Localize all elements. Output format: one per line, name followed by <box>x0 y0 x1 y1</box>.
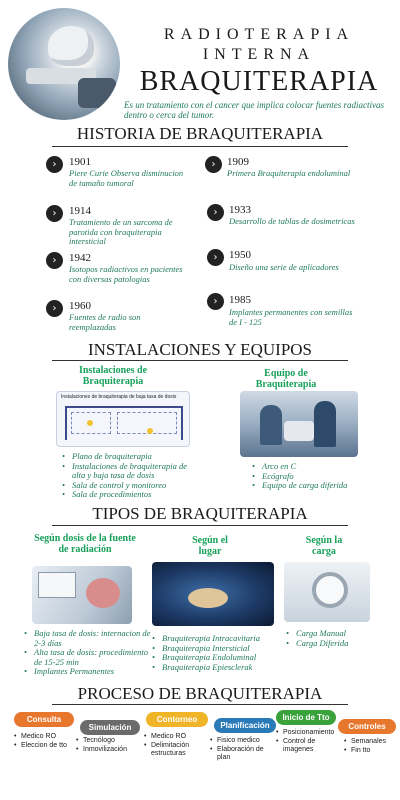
floor-plan-header: Instalaciones de braquiterapia de baja tasa de dosis <box>61 394 177 400</box>
list-item: • Semanales <box>344 738 398 747</box>
list-item: • Arco en C <box>252 462 382 472</box>
facilities-divider <box>52 360 348 361</box>
list-item: • Ecógrafo <box>252 472 382 482</box>
list-item: • Carga Manual <box>286 629 386 639</box>
list-item: • Braquiterapia Endoluminal <box>152 653 280 663</box>
step-simulacion-list <box>76 737 146 754</box>
history-title: HISTORIA DE BRAQUITERAPIA <box>76 124 324 143</box>
header-line2: INTERNA <box>202 46 316 63</box>
history-year: 1933 <box>229 204 251 216</box>
facilities-left-list <box>62 452 202 500</box>
arrow-icon: › <box>46 300 63 317</box>
step-planificacion-list <box>210 737 276 763</box>
step-contorneo: Contorneo <box>146 712 208 727</box>
list-item: • Delimitación estructuras <box>144 742 214 759</box>
list-item: • Medico RO <box>14 733 84 742</box>
step-planificacion: Planificación <box>214 718 276 733</box>
types-col2-list <box>152 634 280 672</box>
radiotherapy-machine-photo <box>8 8 120 120</box>
list-item: • Implantes Permanentes <box>24 667 152 677</box>
history-text: Isotopos radiactivos en pacientes con diversas patologias <box>69 264 183 284</box>
types-col1-list <box>24 629 152 677</box>
list-item: • Fisico medico <box>210 737 276 746</box>
list-item: • Equipo de carga diferida <box>252 481 382 491</box>
facilities-title: INSTALACIONES Y EQUIPOS <box>87 340 313 359</box>
types-col3-heading: Según la carga <box>305 535 343 557</box>
list-item: • Braquiterapia Epiesclerak <box>152 663 280 673</box>
step-controles-list <box>344 738 398 755</box>
list-item: • Alta tasa de dosis: procedimiento de 15-25 min <box>24 648 152 667</box>
arrow-icon: › <box>207 204 224 221</box>
history-year: 1914 <box>69 205 91 217</box>
types-col2-heading: Según el lugar <box>192 535 228 557</box>
step-inicio-tto: Inicio de Tto <box>276 710 336 725</box>
list-item: • Instalaciones de braquiterapia de alta y baja tasa de dosis <box>62 462 202 481</box>
history-divider <box>52 146 348 147</box>
floor-plan-image <box>56 391 190 447</box>
process-divider <box>52 704 348 705</box>
step-controles: Controles <box>338 719 396 734</box>
load-device-photo <box>284 562 370 622</box>
list-item: • Sala de control y monitoreo <box>62 481 202 491</box>
history-year: 1985 <box>229 294 251 306</box>
list-item: • Braquiterapia Intracavitaria <box>152 634 280 644</box>
step-consulta: Consulta <box>14 712 74 727</box>
dose-source-photo <box>32 566 132 624</box>
equipment-photo <box>240 391 358 457</box>
arrow-icon: › <box>46 156 63 173</box>
list-item: • Plano de braquiterapia <box>62 452 202 462</box>
list-item: • Braquiterapia Intersticial <box>152 644 280 654</box>
intro-text: Es un tratamiento con el cancer que implica colocar fuentes radiactivas dentro o cerca del tumor. <box>124 100 384 120</box>
list-item: • Inmovilización <box>76 746 146 755</box>
list-item: • Medico RO <box>144 733 214 742</box>
history-text: Implantes permanentes con semillas de I - 125 <box>229 307 353 327</box>
list-item: • Baja tasa de dosis: internacion de 2-3 días <box>24 629 152 648</box>
history-year: 1950 <box>229 249 251 261</box>
arrow-icon: › <box>46 205 63 222</box>
process-title: PROCESO DE BRAQUITERAPIA <box>77 684 323 703</box>
list-item: • Carga Diferida <box>286 639 386 649</box>
list-item: • Tecnólogo <box>76 737 146 746</box>
facilities-left-heading: Instalaciones de Braquiterapia <box>78 365 148 387</box>
history-year: 1909 <box>227 156 249 168</box>
list-item: • Sala de procedimientos <box>62 490 202 500</box>
step-inicio-tto-list <box>276 729 342 755</box>
history-year: 1960 <box>69 300 91 312</box>
list-item: • Eleccion de tto <box>14 742 84 751</box>
list-item: • Control de imagenes <box>276 738 342 755</box>
types-divider <box>52 525 348 526</box>
page-title: BRAQUITERAPIA <box>139 66 379 97</box>
types-col3-list <box>286 629 386 648</box>
arrow-icon: › <box>207 249 224 266</box>
history-text: Fuentes de radio son reemplazadas <box>69 312 141 332</box>
header-line1: RADIOTERAPIA <box>163 26 355 43</box>
arrow-icon: › <box>46 252 63 269</box>
history-text: Desarrollo de tablas de dosimetricas <box>229 216 355 226</box>
history-text: Tratamiento de un sarcoma de parotida con braquiterapia intersticial <box>69 217 173 246</box>
types-title: TIPOS DE BRAQUITERAPIA <box>92 504 308 523</box>
history-text: Piere Curie Observa disminucion de tamaño tumoral <box>69 168 184 188</box>
arrow-icon: › <box>205 156 222 173</box>
location-photo <box>152 562 274 626</box>
facilities-right-heading: Equipo de Braquiterapia <box>255 368 317 390</box>
history-text: Primera Braquiterapia endoluminal <box>227 168 351 178</box>
step-contorneo-list <box>144 733 214 759</box>
list-item: • Elaboración de plan <box>210 746 276 763</box>
facilities-right-list <box>252 462 382 491</box>
history-text: Diseño una serie de aplicadores <box>229 262 339 272</box>
history-year: 1942 <box>69 252 91 264</box>
history-year: 1901 <box>69 156 91 168</box>
types-col1-heading: Según dosis de la fuente de radiación <box>34 533 136 555</box>
step-consulta-list <box>14 733 84 750</box>
list-item: • Fin tto <box>344 747 398 756</box>
step-simulacion: Simulación <box>80 720 140 735</box>
arrow-icon: › <box>207 293 224 310</box>
list-item: • Posicionamiento <box>276 729 342 738</box>
